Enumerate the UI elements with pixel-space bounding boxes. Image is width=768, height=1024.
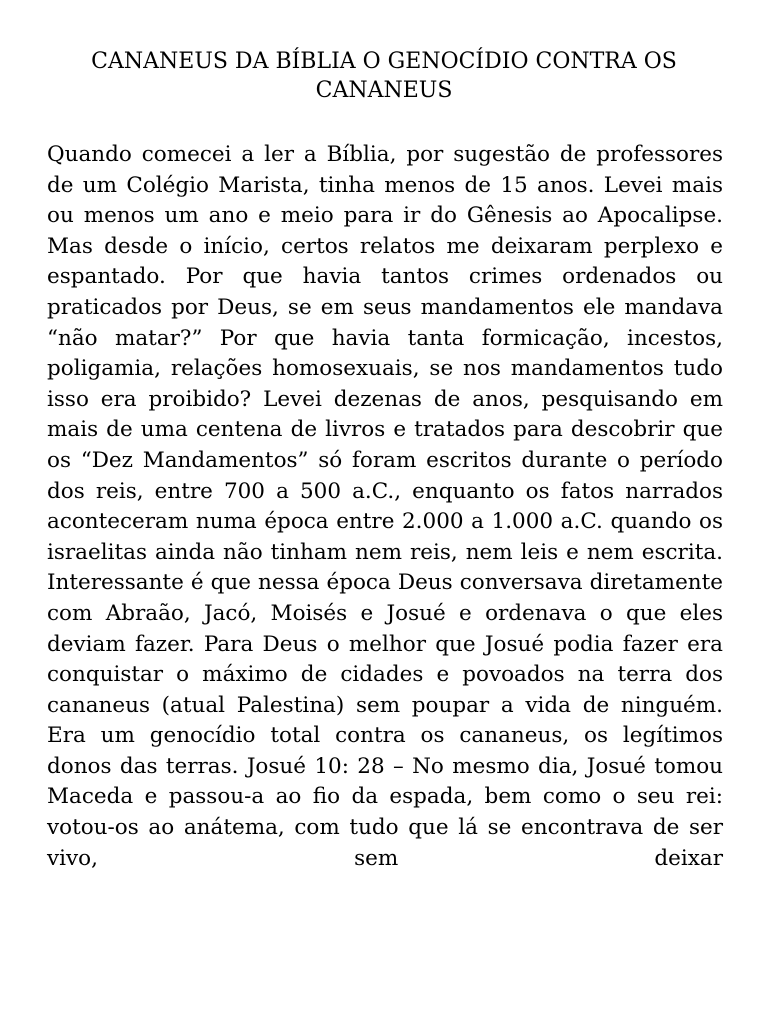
body-paragraph: Quando comecei a ler a Bíblia, por sugestão de professores de um Colégio Marista, tinha menos de 15 anos. Levei mais ou menos um ano e meio para ir do Gênesis ao Apocalipse. Mas desde o início, certos relatos me deixaram perplexo e espantado. Por que havia tantos crimes ordenados ou praticados por Deus, se em seus mandamentos ele mandava “não matar?” Por que havia tanta formicação, incestos, poligamia, relações homosexuais, se nos mandamentos tudo isso era proibido? Levei dezenas de anos, pesquisando em mais de uma centena de livros e tratados para descobrir que os “Dez Mandamentos” só foram escritos durante o período dos reis, entre 700 a 500 a.C., enquanto os fatos narrados aconteceram numa época entre 2.000 a 1.000 a.C. quando os israelitas ainda não tinham nem reis, nem leis e nem escrita. Interessante é que nessa época Deus conversava diretamente com Abraão, Jacó, Moisés e Josué e ordenava o que eles deviam fazer. Para Deus o melhor que Josué podia fazer era conquistar o máximo de cidades e povoados na terra dos cananeus (atual Palestina) sem poupar a vida de ninguém. Era um genocídio total contra os cananeus, os legítimos donos das terras. Josué 10: 28 – No mesmo dia, Josué tomou Maceda e passou-a ao fio da espada, bem como o seu rei: votou-os ao anátema, com tudo que lá se encontrava de ser vivo, sem deixar	[47, 142, 723, 871]
document-title: CANANEUS DA BÍBLIA O GENOCÍDIO CONTRA OS CANANEUS	[91, 49, 677, 103]
